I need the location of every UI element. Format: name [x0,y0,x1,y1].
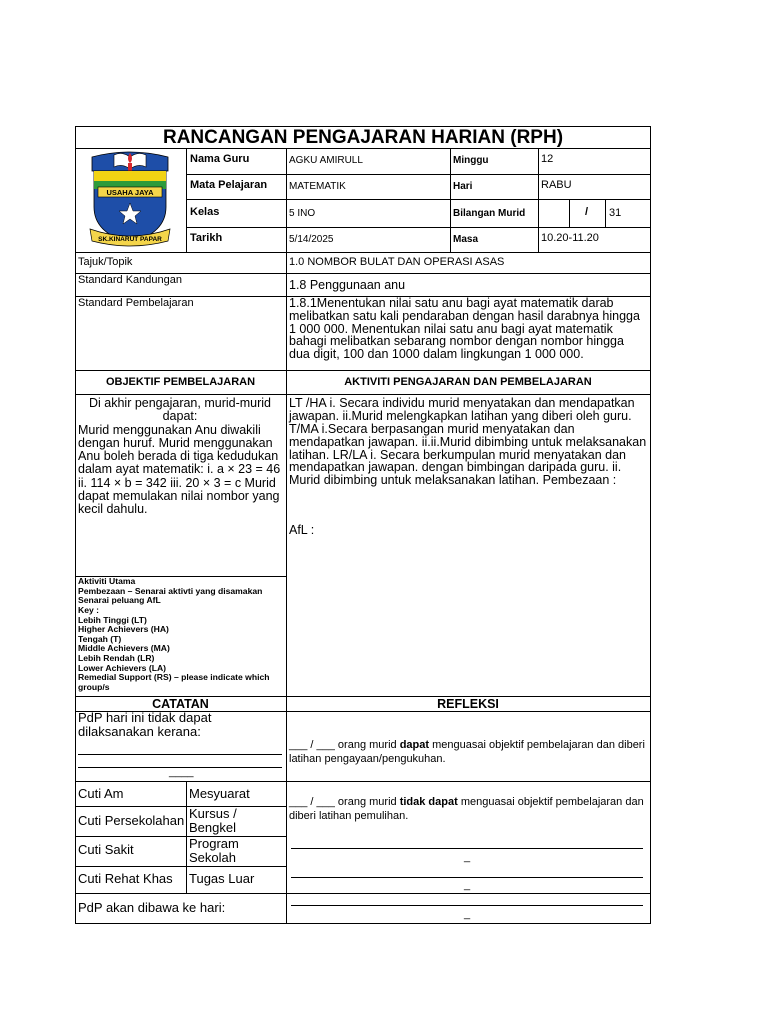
bilangan-slash: / [585,206,589,218]
objektif-intro: Di akhir pengajaran, murid-murid dapat: [88,396,272,424]
refleksi-tidak-blanks[interactable]: ___ / ___ orang murid [289,796,397,808]
hari-value: RABU [541,179,572,191]
kelas-value: 5 INO [289,208,316,219]
school-name-text: SK.KINARUT PAPAR [98,236,162,243]
objektif-note-item: Middle Achievers (MA) [78,643,170,654]
objektif-body: Murid menggunakan Anu diwakili dengan huruf. Murid menggunakan Anu boleh berada di tiga kedudukan dalam ayat matematik: i. a × 23 = 46 ii. 114 × b = 342 iii. 20 × 3 = c Murid dapat memulakan nilai nombor yang kecil dahulu. [78,423,281,516]
motto-text: USAHA JAYA [106,188,154,197]
pdp-reason-line-1[interactable] [78,754,282,755]
refleksi-line-2-tail: _ [464,879,471,891]
pdp-dibawa-text: PdP akan dibawa ke hari: [78,900,226,915]
cuti-rehat-khas: Cuti Rehat Khas [78,871,173,886]
kursus-bengkel: Kursus / Bengkel [189,806,237,835]
refleksi-dapat [289,739,645,767]
refleksi-line-3-tail: _ [464,908,471,920]
mesyuarat: Mesyuarat [189,786,250,801]
school-logo [84,151,176,249]
cuti-persekolahan: Cuti Persekolahan [78,813,185,828]
catatan-header: CATATAN [152,697,209,711]
sp-value: 1.8.1Menentukan nilai satu anu bagi ayat matematik darab melibatkan satu kali pendaraban dengan hasil darabnya hingga 1 000 000. Menentukan nilai satu anu bagi ayat matematik bahagi melibatkan sebarang nombor dengan nombor hingga dua digit, 100 dan 1000 dalam lingkungan 1 000 000. [289,296,640,361]
kelas-label: Kelas [190,206,220,218]
page-title: RANCANGAN PENGAJARAN HARIAN (RPH) [162,127,564,148]
objektif-note-item: Senarai peluang AfL [78,595,161,606]
refleksi-tidak-bold: tidak dapat [399,796,458,808]
masa-label: Masa [453,234,479,245]
afl-label: AfL : [289,523,315,537]
sk-value: 1.8 Penggunaan anu [289,278,406,292]
bilangan-murid-label: Bilangan Murid [453,208,526,219]
minggu-value: 12 [541,153,554,165]
mata-pelajaran-value: MATEMATIK [289,181,346,192]
masa-value: 10.20-11.20 [541,232,599,244]
minggu-label: Minggu [453,155,489,166]
refleksi-line-1-tail: _ [464,851,471,863]
program-sekolah: Program Sekolah [189,836,239,865]
refleksi-dapat-bold: dapat [399,739,430,751]
nama-guru-label: Nama Guru [190,153,250,165]
sk-label: Standard Kandungan [78,274,182,286]
tajuk-value: 1.0 NOMBOR BULAT DAN OPERASI ASAS [289,256,505,268]
cuti-am: Cuti Am [78,786,124,801]
pdp-tidak-text: PdP hari ini tidak dapat dilaksanakan kerana: [78,710,212,740]
objektif-note-item: Remedial Support (RS) – please indicate which group/s [78,672,270,692]
sp-label: Standard Pembelajaran [78,297,194,309]
refleksi-tidak-dapat [289,796,645,824]
tajuk-label: Tajuk/Topik [78,256,133,268]
refleksi-header: REFLEKSI [437,697,499,711]
refleksi-line-1[interactable] [291,848,643,849]
refleksi-dapat-rest: menguasai objektif pembelajaran dan diberi latihan pengayaan/pengukuhan. [289,739,645,765]
nama-guru-value: AGKU AMIRULL [289,155,363,166]
objektif-note-item: Pembezaan – Senarai aktivti yang disamakan [78,585,263,596]
aktiviti-body: LT /HA i. Secara individu murid menyatakan dan mendapatkan jawapan. ii.Murid melengkapkan latihan yang diberi oleh guru. T/MA i.Secara berpasangan murid menyatakan dan mendapatkan jawapan. ii.ii.Murid dibimbing untuk melaksanakan latihan. LR/LA i. Secara berkumpulan murid menyatakan dan mendapatkan jawapan. dengan bimbingan daripada guru. ii. Murid dibimbing untuk melaksanakan latihan. Pembezaan : [289,396,647,488]
objektif-note-item: Higher Achievers (HA) [78,624,169,635]
refleksi-line-3[interactable] [291,905,643,906]
pdp-reason-tail: ____ [169,766,194,778]
objektif-note-item: Aktiviti Utama [78,576,136,586]
objektif-note-item: Lebih Rendah (LR) [78,653,155,663]
aktiviti-header: AKTIVITI PENGAJARAN DAN PEMBELAJARAN [344,376,592,388]
refleksi-dapat-blanks[interactable]: ___ / ___ orang murid [289,739,397,751]
objektif-note-item: Lebih Tinggi (LT) [78,614,147,625]
tarikh-label: Tarikh [190,232,223,244]
refleksi-tidak-rest: menguasai objektif pembelajaran dan diberi latihan pemulihan. [289,796,644,822]
objektif-note-item: Lower Achievers (LA) [78,662,167,673]
objektif-note-item: Key : [78,604,100,615]
refleksi-line-2[interactable] [291,877,643,878]
mata-pelajaran-label: Mata Pelajaran [190,179,268,191]
objektif-note-item: Tengah (T) [78,633,122,644]
cuti-sakit: Cuti Sakit [78,842,134,857]
objektif-header: OBJEKTIF PEMBELAJARAN [105,376,256,388]
bilangan-total: 31 [609,207,622,219]
tarikh-value: 5/14/2025 [289,234,334,245]
objektif-notes [78,577,286,693]
hari-label: Hari [453,181,473,192]
tugas-luar: Tugas Luar [189,871,255,886]
school-crest-icon [84,151,176,249]
